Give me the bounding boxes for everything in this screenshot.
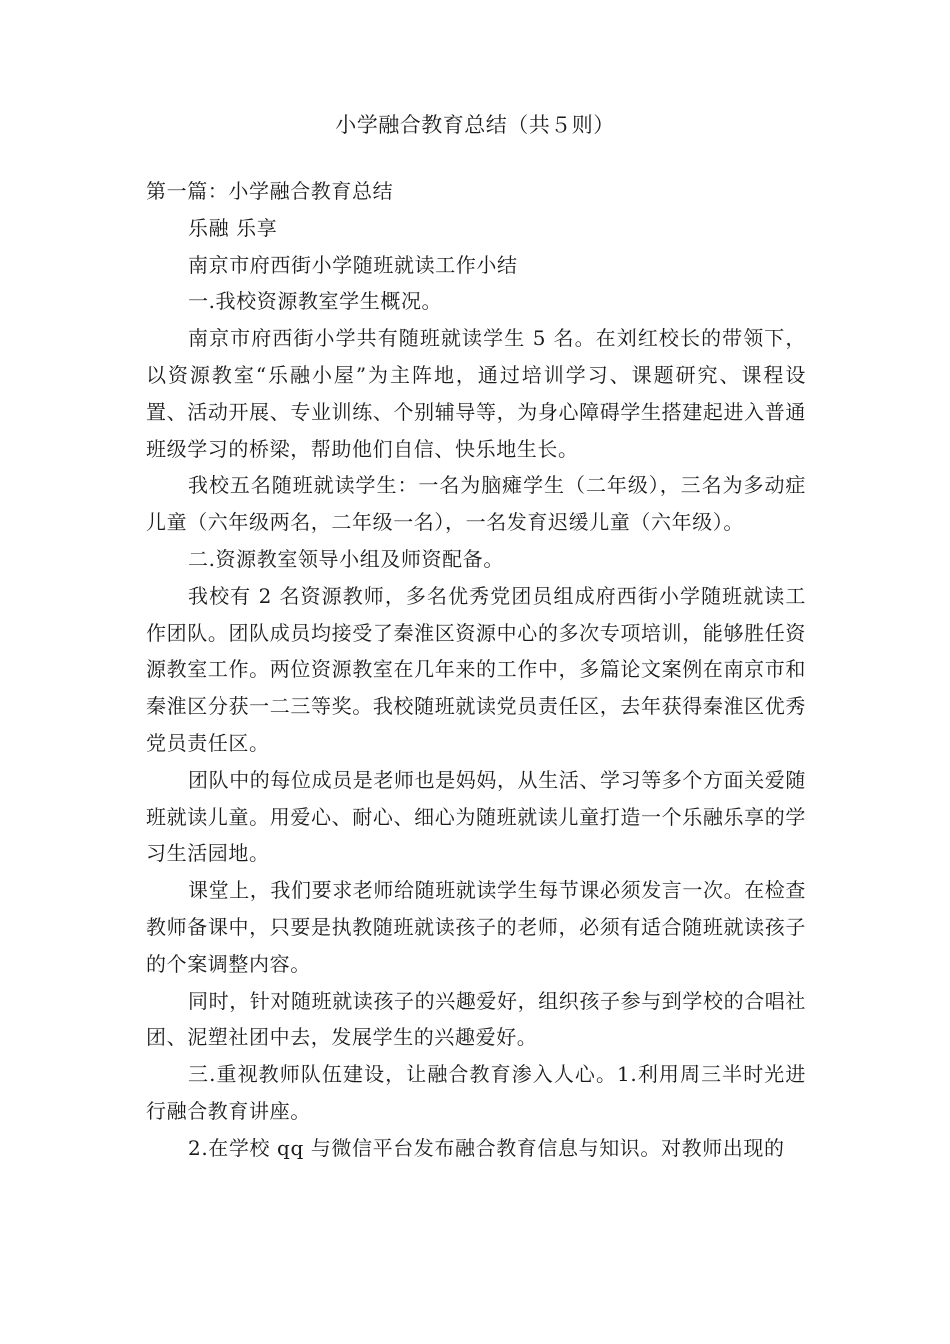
paragraph: 南京市府西街小学共有随班就读学生 5 名。在刘红校长的带领下，以资源教室“乐融小屋”为主阵地，通过培训学习、课题研究、课程设置、活动开展、专业训练、个别辅导等，为身心障碍学生搭建起进入普通班级学习的桥梁，帮助他们自信、快乐地生长。: [146, 326, 806, 461]
section-heading: 第一篇：小学融合教育总结: [146, 179, 394, 203]
section-heading-2: 二.资源教室领导小组及师资配备。: [188, 546, 504, 571]
subtitle: 乐融 乐享: [188, 215, 278, 240]
paragraph: 我校五名随班就读学生：一名为脑瘫学生（二年级），三名为多动症儿童（六年级两名，二年级一名），一名发育迟缓儿童（六年级）。: [146, 473, 806, 535]
document-title: 小学融合教育总结（共５则）: [335, 113, 615, 137]
paragraph: 课堂上，我们要求老师给随班就读学生每节课必须发言一次。在检查教师备课中，只要是执教随班就读孩子的老师，必须有适合随班就读孩子的个案调整内容。: [146, 878, 806, 976]
section-heading-1: 一.我校资源教室学生概况。: [188, 289, 443, 314]
paragraph: 同时，针对随班就读孩子的兴趣爱好，组织孩子参与到学校的合唱社团、泥塑社团中去，发展学生的兴趣爱好。: [146, 988, 806, 1050]
document-body: [146, 173, 806, 1167]
paragraph: 2.在学校 qq 与微信平台发布融合教育信息与知识。对教师出现的: [188, 1135, 785, 1160]
section-heading-3: 三.重视教师队伍建设，让融合教育渗入人心。1.利用周三半时光进行融合教育讲座。: [146, 1062, 806, 1123]
paragraph: 我校有 2 名资源教师，多名优秀党团员组成府西街小学随班就读工作团队。团队成员均接受了秦淮区资源中心的多次专项培训，能够胜任资源教室工作。两位资源教室在几年来的工作中，多篇论文案例在南京市和秦淮区分获一二三等奖。我校随班就读党员责任区，去年获得秦淮区优秀党员责任区。: [146, 583, 806, 755]
report-title: 南京市府西街小学随班就读工作小结: [188, 252, 518, 277]
paragraph: 团队中的每位成员是老师也是妈妈，从生活、学习等多个方面关爱随班就读儿童。用爱心、耐心、细心为随班就读儿童打造一个乐融乐享的学习生活园地。: [146, 767, 806, 866]
